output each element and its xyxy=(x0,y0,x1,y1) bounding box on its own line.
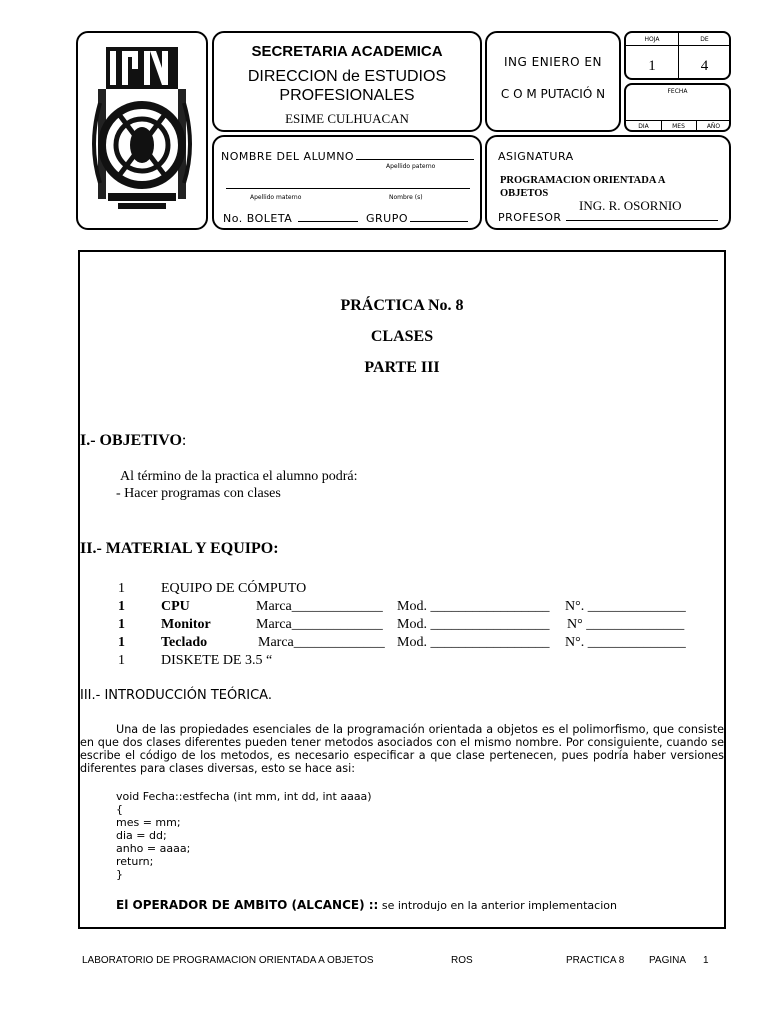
material-marca: Marca_____________ xyxy=(256,617,383,632)
boleta-line[interactable] xyxy=(298,221,358,222)
subject-box xyxy=(485,135,731,230)
asignatura-line1: PROGRAMACION ORIENTADA A xyxy=(500,175,666,186)
code-line: anho = aaaa; xyxy=(116,842,191,855)
objetivo-heading xyxy=(80,432,186,450)
material-marca: Marca_____________ xyxy=(256,599,383,614)
profesor-line[interactable] xyxy=(566,220,718,221)
code-line: dia = dd; xyxy=(116,829,167,842)
mes-label: MES xyxy=(672,123,685,130)
objetivo-heading-text: I.- OBJETIVO xyxy=(80,432,182,449)
boleta-label: No. BOLETA xyxy=(223,212,293,225)
material-mod: Mod. _________________ xyxy=(397,635,550,650)
nombres-label: Nombre (s) xyxy=(389,194,423,201)
material-qty: 1 xyxy=(118,599,125,614)
footer-pagina: PAGINA xyxy=(649,955,687,966)
grupo-line[interactable] xyxy=(410,221,468,222)
footer-practica: PRACTICA 8 xyxy=(566,955,625,966)
practice-title: PRÁCTICA No. 8 xyxy=(340,297,464,314)
direccion-title: DIRECCION de ESTUDIOS xyxy=(247,68,447,85)
operator-line xyxy=(116,898,617,912)
dia-label: DIA xyxy=(638,123,649,130)
asignatura-line2: OBJETOS xyxy=(500,188,549,199)
material-number: N°. ______________ xyxy=(565,599,686,614)
de-value: 4 xyxy=(700,58,709,74)
secretaria-title: SECRETARIA ACADEMICA xyxy=(251,43,443,60)
material-qty: 1 xyxy=(118,653,125,668)
material-number: N° ______________ xyxy=(567,617,685,632)
profesor-label: PROFESOR xyxy=(498,211,562,224)
intro-paragraph-text: Una de las propiedades esenciales de la programación orientada a objetos es el polimorfismo, que consiste en que dos clases diferentes pueden tener metodos asociados con el mismo nombre. Por consiguiente, cuando se escribe el código de los metodos, es necesario especificar a que clase pertenecen, pues podría haber versiones diferentes para clases diversas, esto se hace asi: xyxy=(80,723,724,775)
intro-paragraph xyxy=(80,723,724,775)
material-marca: Marca_____________ xyxy=(258,635,385,650)
career-line1: ING ENIERO EN xyxy=(504,55,602,69)
practice-subtitle: CLASES xyxy=(370,328,434,345)
esime-title: ESIME CULHUACAN xyxy=(285,111,409,126)
apellido-materno-label: Apellido materno xyxy=(250,194,302,201)
hoja-label: HOJA xyxy=(644,36,660,43)
grupo-label: GRUPO xyxy=(366,212,409,225)
student-box xyxy=(212,135,482,230)
material-qty: 1 xyxy=(118,635,125,650)
fecha-box xyxy=(624,83,731,132)
ipn-logo-icon xyxy=(78,33,206,228)
code-line: void Fecha::estfecha (int mm, int dd, int aaaa) xyxy=(116,790,372,803)
fecha-label: FECHA xyxy=(667,88,688,95)
apellido-paterno-label: Apellido paterno xyxy=(386,163,436,170)
hoja-value: 1 xyxy=(648,58,656,74)
objetivo-colon: : xyxy=(181,432,187,449)
material-item: Teclado xyxy=(161,635,208,650)
material-item: CPU xyxy=(161,599,190,614)
asignatura-label: ASIGNATURA xyxy=(498,150,574,163)
footer-lab: LABORATORIO DE PROGRAMACION ORIENTADA A OBJETOS xyxy=(82,955,374,966)
nombre-label: NOMBRE DEL ALUMNO xyxy=(221,150,355,163)
material-mod: Mod. _________________ xyxy=(397,599,550,614)
profesionales-title: PROFESIONALES xyxy=(279,87,415,104)
code-line: mes = mm; xyxy=(116,816,181,829)
material-mod: Mod. _________________ xyxy=(397,617,550,632)
code-line: } xyxy=(116,868,123,881)
material-heading: II.- MATERIAL Y EQUIPO: xyxy=(80,540,279,557)
nombre-line[interactable] xyxy=(356,159,474,160)
de-label: DE xyxy=(700,36,709,43)
operator-rest-text: se introdujo en la anterior implementacion xyxy=(378,899,617,912)
nombre-line-2[interactable] xyxy=(226,188,470,189)
footer-ros: ROS xyxy=(451,955,473,966)
material-item: DISKETE DE 3.5 “ xyxy=(161,653,273,668)
objetivo-line1: Al término de la practica el alumno podrá: xyxy=(120,469,358,484)
material-qty: 1 xyxy=(118,581,125,596)
anio-label: AÑO xyxy=(706,123,721,130)
code-line: { xyxy=(116,803,123,816)
material-qty: 1 xyxy=(118,617,125,632)
profesor-value: ING. R. OSORNIO xyxy=(579,198,682,213)
intro-heading: III.- INTRODUCCIÓN TEÓRICA. xyxy=(80,688,272,703)
career-box xyxy=(485,31,621,132)
material-item: Monitor xyxy=(161,617,211,632)
code-block xyxy=(116,790,372,881)
material-item: EQUIPO DE CÓMPUTO xyxy=(161,581,307,596)
objetivo-line2: - Hacer programas con clases xyxy=(116,486,281,501)
logo-box xyxy=(76,31,208,230)
material-number: N°. ______________ xyxy=(565,635,686,650)
code-line: return; xyxy=(116,855,154,868)
operator-bold-text: El OPERADOR DE AMBITO (ALCANCE) :: xyxy=(116,898,379,912)
career-line2: C O M PUTACIÓ N xyxy=(500,87,606,101)
footer-page-number: 1 xyxy=(703,955,709,966)
institution-box xyxy=(212,31,482,132)
practice-part: PARTE III xyxy=(364,359,440,376)
practice-document xyxy=(78,250,726,929)
hoja-box xyxy=(624,31,731,80)
